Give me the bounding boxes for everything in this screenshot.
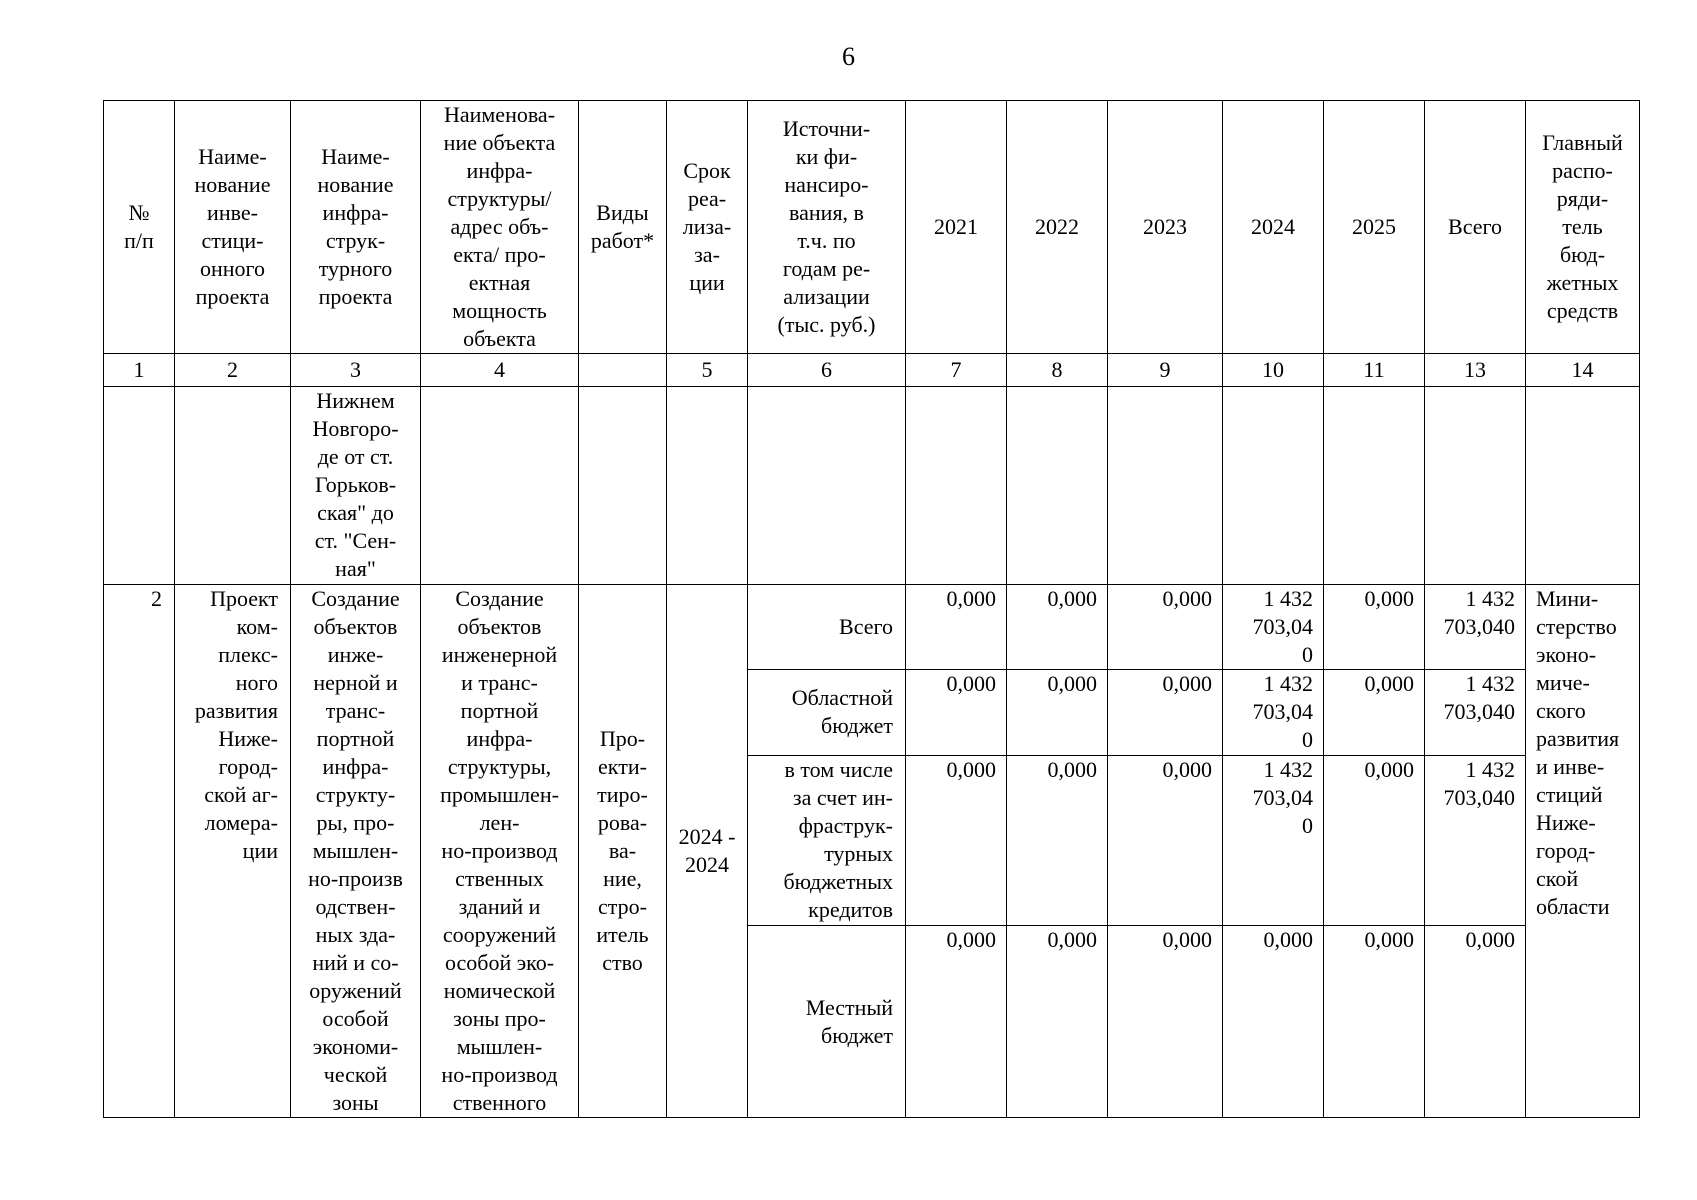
value-2024: 0,000 xyxy=(1223,926,1324,1118)
table-row xyxy=(104,585,1640,670)
value-2025: 0,000 xyxy=(1324,926,1425,1118)
work-types: Про- екти- тиро- рова- ва- ние, стро- итель ство xyxy=(579,585,667,1118)
header-2022: 2022 xyxy=(1007,101,1108,354)
column-number: 6 xyxy=(748,354,906,387)
header-work-types: Виды работ* xyxy=(579,101,667,354)
source-label: в том числе за счет ин- фраструк- турных бюджетных кредитов xyxy=(748,755,906,926)
source-label: Всего xyxy=(748,585,906,670)
value-2024: 1 432 703,04 0 xyxy=(1223,755,1324,926)
value-2023: 0,000 xyxy=(1108,926,1223,1118)
budget-manager: Мини- стерство эконо- миче- ского развития и инве- стиций Ниже- город- ской области xyxy=(1526,585,1640,1118)
column-numbers-row xyxy=(104,354,1640,387)
column-number xyxy=(579,354,667,387)
header-infrastructure-project: Наиме- нование инфра- струк- турного проекта xyxy=(291,101,421,354)
value-total: 1 432 703,040 xyxy=(1425,670,1526,755)
header-2024: 2024 xyxy=(1223,101,1324,354)
column-number: 9 xyxy=(1108,354,1223,387)
value-2025: 0,000 xyxy=(1324,670,1425,755)
value-total: 0,000 xyxy=(1425,926,1526,1118)
value-2022: 0,000 xyxy=(1007,670,1108,755)
header-investment-project: Наиме- нование инве- стици- онного проекта xyxy=(175,101,291,354)
investment-table xyxy=(103,100,1640,1118)
value-2023: 0,000 xyxy=(1108,670,1223,755)
value-2021: 0,000 xyxy=(906,926,1007,1118)
investment-project-name: Проект ком- плекс- ного развития Ниже- город- ской аг- ломера- ции xyxy=(175,585,291,1118)
header-period: Срок реа- лиза- за- ции xyxy=(667,101,748,354)
value-2021: 0,000 xyxy=(906,585,1007,670)
value-2024: 1 432 703,04 0 xyxy=(1223,670,1324,755)
value-2022: 0,000 xyxy=(1007,585,1108,670)
column-number: 2 xyxy=(175,354,291,387)
value-2025: 0,000 xyxy=(1324,755,1425,926)
value-2025: 0,000 xyxy=(1324,585,1425,670)
table-header-row xyxy=(104,101,1640,354)
value-2023: 0,000 xyxy=(1108,585,1223,670)
period: 2024 - 2024 xyxy=(667,585,748,1118)
header-total: Всего xyxy=(1425,101,1526,354)
page-number: 6 xyxy=(842,42,855,71)
value-2024: 1 432 703,04 0 xyxy=(1223,585,1324,670)
value-2023: 0,000 xyxy=(1108,755,1223,926)
column-number: 4 xyxy=(421,354,579,387)
column-number: 1 xyxy=(104,354,175,387)
value-2021: 0,000 xyxy=(906,755,1007,926)
value-total: 1 432 703,040 xyxy=(1425,755,1526,926)
source-label: Местный бюджет xyxy=(748,926,906,1118)
header-2021: 2021 xyxy=(906,101,1007,354)
value-2022: 0,000 xyxy=(1007,755,1108,926)
column-number: 10 xyxy=(1223,354,1324,387)
object-name: Создание объектов инженерной и транс- портной инфра- структуры, промышлен- лен- но-производ ственных зданий и сооружений особой эко- номической зоны про- мышлен- но-производ ственного xyxy=(421,585,579,1118)
value-2022: 0,000 xyxy=(1007,926,1108,1118)
header-manager: Главный распо- ряди- тель бюд- жетных средств xyxy=(1526,101,1640,354)
header-2025: 2025 xyxy=(1324,101,1425,354)
value-2021: 0,000 xyxy=(906,670,1007,755)
column-number: 8 xyxy=(1007,354,1108,387)
value-total: 1 432 703,040 xyxy=(1425,585,1526,670)
column-number: 5 xyxy=(667,354,748,387)
project-number: 2 xyxy=(104,585,175,1118)
header-object: Наименова- ние объекта инфра- структуры/ адрес объ- екта/ про- ектная мощность объекта xyxy=(421,101,579,354)
header-sources: Источни- ки фи- нансиро- вания, в т.ч. по годам ре- ализации (тыс. руб.) xyxy=(748,101,906,354)
continuation-infrastructure-project: Нижнем Новгоро- де от ст. Горьков- ская" до ст. "Сен- ная" xyxy=(291,387,421,585)
continuation-row xyxy=(104,387,1640,585)
column-number: 7 xyxy=(906,354,1007,387)
column-number: 14 xyxy=(1526,354,1640,387)
column-number: 3 xyxy=(291,354,421,387)
column-number: 13 xyxy=(1425,354,1526,387)
source-label: Областной бюджет xyxy=(748,670,906,755)
infrastructure-project-name: Создание объектов инже- нерной и транс- портной инфра- структу- ры, про- мышлен- но-произв одствен- ных зда- ний и со- оружений особой экономи- ческой зоны xyxy=(291,585,421,1118)
column-number: 11 xyxy=(1324,354,1425,387)
header-2023: 2023 xyxy=(1108,101,1223,354)
header-num: № п/п xyxy=(104,101,175,354)
